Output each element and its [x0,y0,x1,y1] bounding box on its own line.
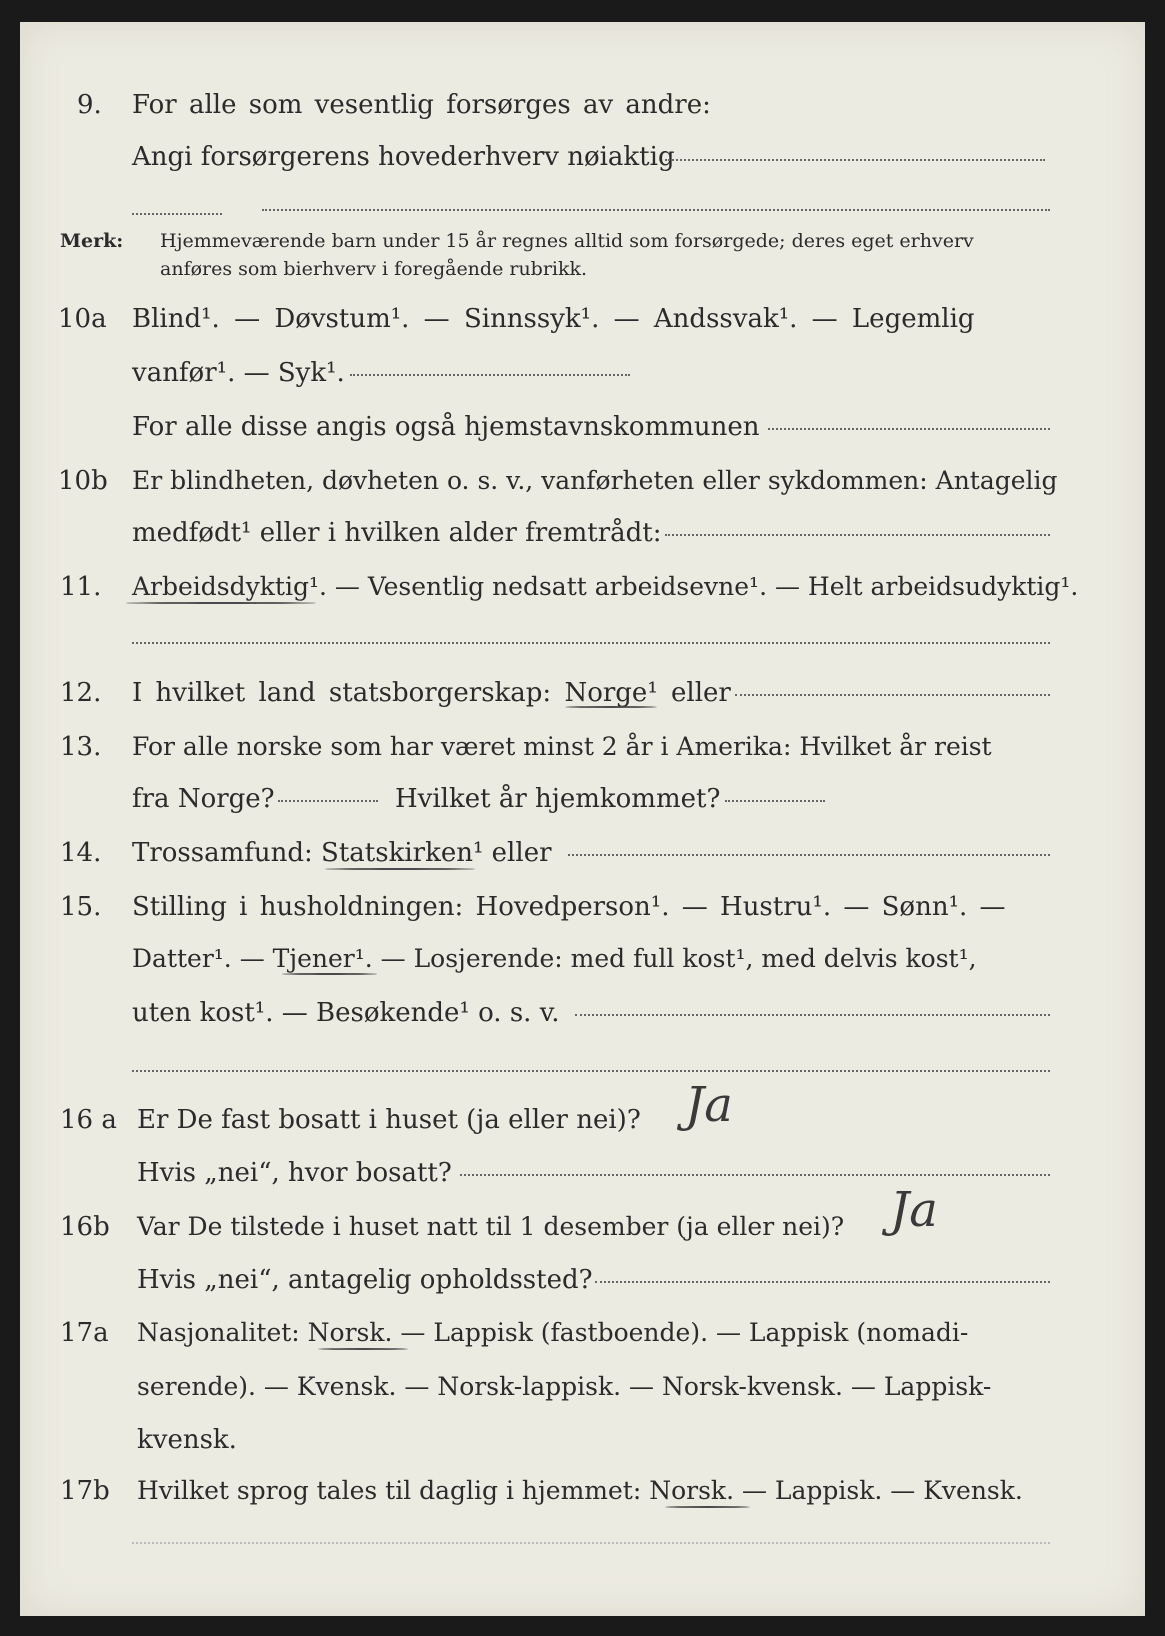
q15-line3: uten kost¹. — Besøkende¹ o. s. v. [132,998,560,1028]
q13-line2b: Hvilket år hjemkommet? [395,784,721,814]
q15-answer-line [575,1014,1050,1016]
q10a-answer-line [350,374,630,376]
q13-line2a: fra Norge? [132,784,275,814]
q11-answer-underline [126,602,316,604]
q12-line1: I hvilket land statsborgerskap: Norge¹ eller [132,678,731,708]
q15-line2: Datter¹. — Tjener¹. — Losjerende: med full kost¹, med delvis kost¹, [132,944,977,973]
q12-number: 12. [60,678,102,708]
q10a-line2: vanfør¹. — Syk¹. [132,358,345,388]
q14-line1: Trossamfund: Statskirken¹ eller [132,838,552,868]
q17a-line3: kvensk. [137,1425,237,1455]
q15-line1: Stilling i husholdningen: Hovedperson¹. — Hustru¹. — Sønn¹. — [132,892,1006,922]
q16b-line1: Var De tilstede i huset natt til 1 desember (ja eller nei)? [137,1212,845,1241]
q16a-line2: Hvis „nei“, hvor bosatt? [137,1158,452,1188]
q15-answer-line-2 [132,1070,1050,1072]
q16b-number: 16b [60,1212,110,1242]
q11-line1: Arbeidsdyktig¹. — Vesentlig nedsatt arbeidsevne¹. — Helt arbeidsudyktig¹. [132,572,1079,601]
q9-answer-line [665,159,1045,161]
q16a-line1: Er De fast bosatt i huset (ja eller nei)? [137,1105,641,1135]
q15-answer-underline [282,973,377,975]
q10a-hometown-line [768,428,1050,430]
q10b-line2: medfødt¹ eller i hvilken alder fremtrådt: [132,518,662,548]
q16b-line2: Hvis „nei“, antagelig opholdssted? [137,1265,593,1295]
q12-answer-underline [565,706,657,708]
q13-return-line [725,800,825,802]
q16b-answer-line [595,1281,1050,1283]
merk-line1: Hjemmeværende barn under 15 år regnes alltid som forsørgede; deres eget erhverv [160,230,974,252]
q17b-answer-underline [665,1506,750,1508]
q9-line1: For alle som vesentlig forsørges av andre: [132,90,711,120]
q17b-line1: Hvilket sprog tales til daglig i hjemmet: Norsk. — Lappisk. — Kvensk. [137,1476,1023,1505]
q10b-number: 10b [58,466,108,496]
q10b-answer-line [665,534,1050,536]
merk-line2: anføres som bierhverv i foregående rubrikk. [160,258,588,280]
q16a-number: 16 a [60,1105,117,1135]
q17a-line1: Nasjonalitet: Norsk. — Lappisk (fastboende). — Lappisk (nomadi- [137,1318,969,1347]
q10a-line3: For alle disse angis også hjemstavnskommunen [132,412,760,442]
q12-answer-line [735,694,1050,696]
q15-number: 15. [60,892,102,922]
q13-line1: For alle norske som har været minst 2 år i Amerika: Hvilket år reist [132,732,992,761]
q14-answer-line [568,854,1050,856]
q9-answer-line-2b [262,209,1050,211]
q10a-line1: Blind¹. — Døvstum¹. — Sinnssyk¹. — Andssvak¹. — Legemlig [132,304,975,334]
q9-line2: Angi forsørgerens hovederhverv nøiaktig [132,142,675,172]
census-form-page [20,22,1145,1616]
q10a-number: 10a [58,304,107,334]
q14-number: 14. [60,838,102,868]
q13-number: 13. [60,732,102,762]
q17a-answer-underline [318,1348,408,1350]
q17a-line2: serende). — Kvensk. — Norsk-lappisk. — Norsk-kvensk. — Lappisk- [137,1372,992,1401]
q17b-faint-line [132,1542,1050,1544]
q17b-number: 17b [60,1476,110,1506]
q11-answer-line [132,642,1050,644]
q11-number: 11. [60,572,102,602]
q17a-number: 17a [60,1318,109,1348]
q16a-answer-line [460,1174,1050,1176]
q14-answer-underline [325,868,475,870]
q16a-handwritten-answer: Ja [685,1077,733,1133]
q9-number: 9. [77,90,102,120]
q9-answer-line-2a [132,213,222,215]
q13-departure-line [278,800,378,802]
q16b-handwritten-answer: Ja [890,1182,938,1238]
q10b-line1: Er blindheten, døvheten o. s. v., vanførheten eller sykdommen: Antagelig [132,466,1058,495]
merk-label: Merk: [60,230,124,252]
